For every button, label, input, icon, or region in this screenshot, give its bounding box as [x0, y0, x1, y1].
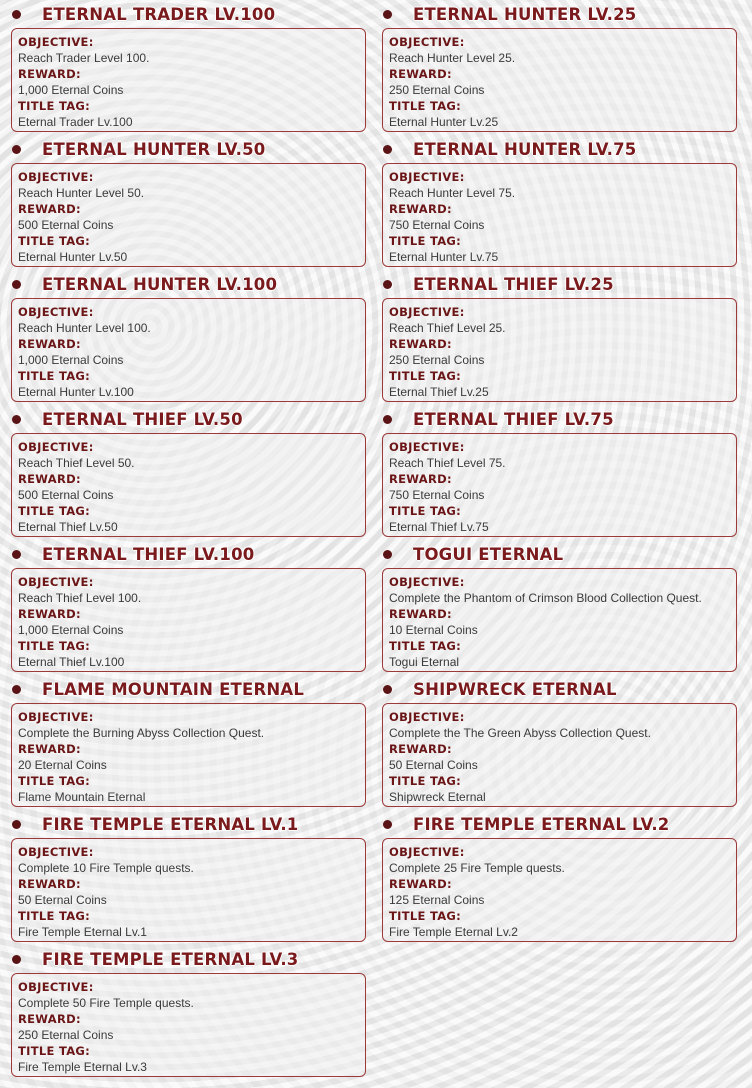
objective-label: OBJECTIVE:	[18, 980, 94, 994]
achievement-header	[383, 677, 617, 701]
reward-label: REWARD:	[389, 67, 452, 81]
objective-label: OBJECTIVE:	[18, 845, 94, 859]
objective-value: Complete 50 Fire Temple quests.	[18, 996, 194, 1010]
achievement-card	[0, 810, 371, 945]
achievement-title: FLAME MOUNTAIN ETERNAL	[42, 679, 305, 699]
achievement-details	[11, 163, 366, 267]
achievement-card	[0, 945, 371, 1080]
achievement-header	[383, 137, 636, 161]
title-tag-value: Eternal Trader Lv.100	[18, 115, 133, 129]
reward-label: REWARD:	[18, 472, 81, 486]
bullet-icon	[383, 280, 392, 289]
objective-value: Reach Thief Level 50.	[18, 456, 135, 470]
achievement-title: ETERNAL HUNTER LV.100	[42, 274, 278, 294]
reward-value: 20 Eternal Coins	[18, 758, 107, 772]
title-tag-value: Shipwreck Eternal	[389, 790, 486, 804]
title-tag-value: Fire Temple Eternal Lv.2	[389, 925, 518, 939]
objective-value: Reach Thief Level 75.	[389, 456, 506, 470]
title-tag-label: TITLE TAG:	[18, 504, 91, 518]
objective-value: Reach Trader Level 100.	[18, 51, 150, 65]
bullet-icon	[12, 145, 21, 154]
achievement-details	[11, 703, 366, 807]
title-tag-label: TITLE TAG:	[389, 504, 462, 518]
title-tag-label: TITLE TAG:	[18, 99, 91, 113]
reward-value: 1,000 Eternal Coins	[18, 353, 124, 367]
achievement-header	[383, 542, 563, 566]
achievement-details	[382, 568, 737, 672]
objective-value: Complete the Burning Abyss Collection Quest.	[18, 726, 265, 740]
achievement-card	[0, 540, 371, 675]
objective-label: OBJECTIVE:	[18, 710, 94, 724]
objective-value: Reach Hunter Level 75.	[389, 186, 516, 200]
achievement-header	[12, 947, 298, 971]
title-tag-label: TITLE TAG:	[389, 639, 462, 653]
objective-label: OBJECTIVE:	[389, 710, 465, 724]
objective-label: OBJECTIVE:	[389, 575, 465, 589]
objective-label: OBJECTIVE:	[18, 575, 94, 589]
title-tag-value: Eternal Hunter Lv.50	[18, 250, 128, 264]
achievement-title: ETERNAL THIEF LV.75	[413, 409, 614, 429]
achievement-details	[382, 433, 737, 537]
reward-label: REWARD:	[389, 472, 452, 486]
objective-label: OBJECTIVE:	[389, 305, 465, 319]
achievement-title: ETERNAL HUNTER LV.25	[413, 4, 637, 24]
achievement-details	[11, 28, 366, 132]
reward-label: REWARD:	[389, 742, 452, 756]
title-tag-label: TITLE TAG:	[18, 639, 91, 653]
reward-label: REWARD:	[18, 607, 81, 621]
bullet-icon	[12, 820, 21, 829]
bullet-icon	[12, 280, 21, 289]
reward-value: 1,000 Eternal Coins	[18, 83, 124, 97]
title-tag-value: Eternal Thief Lv.50	[18, 520, 118, 534]
bullet-icon	[383, 550, 392, 559]
achievement-card	[371, 270, 742, 405]
objective-label: OBJECTIVE:	[389, 35, 465, 49]
achievement-card	[0, 405, 371, 540]
title-tag-value: Togui Eternal	[389, 655, 460, 669]
reward-value: 1,000 Eternal Coins	[18, 623, 124, 637]
title-tag-label: TITLE TAG:	[389, 99, 462, 113]
achievement-header	[12, 272, 277, 296]
title-tag-label: TITLE TAG:	[18, 774, 91, 788]
achievement-title: ETERNAL THIEF LV.50	[42, 409, 243, 429]
achievement-details	[382, 163, 737, 267]
achievement-header	[12, 677, 304, 701]
bullet-icon	[12, 415, 21, 424]
achievement-header	[12, 2, 275, 26]
title-tag-label: TITLE TAG:	[389, 234, 462, 248]
objective-label: OBJECTIVE:	[18, 170, 94, 184]
reward-label: REWARD:	[389, 607, 452, 621]
reward-value: 125 Eternal Coins	[389, 893, 485, 907]
bullet-icon	[12, 685, 21, 694]
achievement-title: FIRE TEMPLE ETERNAL LV.1	[42, 814, 299, 834]
achievement-details	[382, 298, 737, 402]
title-tag-value: Eternal Hunter Lv.100	[18, 385, 134, 399]
objective-value: Complete the Phantom of Crimson Blood Collection Quest.	[389, 591, 702, 605]
reward-value: 50 Eternal Coins	[18, 893, 107, 907]
reward-label: REWARD:	[389, 202, 452, 216]
reward-value: 50 Eternal Coins	[389, 758, 478, 772]
achievement-title: TOGUI ETERNAL	[413, 544, 564, 564]
achievement-header	[383, 812, 669, 836]
achievement-details	[382, 838, 737, 942]
objective-label: OBJECTIVE:	[18, 440, 94, 454]
title-tag-label: TITLE TAG:	[18, 1044, 91, 1058]
bullet-icon	[383, 10, 392, 19]
objective-label: OBJECTIVE:	[389, 440, 465, 454]
achievement-details	[382, 28, 737, 132]
reward-label: REWARD:	[18, 337, 81, 351]
achievement-details	[11, 838, 366, 942]
reward-label: REWARD:	[18, 1012, 81, 1026]
achievement-header	[383, 272, 614, 296]
objective-value: Complete 10 Fire Temple quests.	[18, 861, 194, 875]
achievement-title: ETERNAL THIEF LV.25	[413, 274, 614, 294]
achievement-title: FIRE TEMPLE ETERNAL LV.2	[413, 814, 670, 834]
achievement-card	[371, 0, 742, 135]
achievement-header	[12, 542, 254, 566]
achievement-card	[0, 0, 371, 135]
title-tag-label: TITLE TAG:	[389, 774, 462, 788]
reward-value: 750 Eternal Coins	[389, 218, 485, 232]
achievement-card	[371, 405, 742, 540]
title-tag-value: Eternal Thief Lv.100	[18, 655, 125, 669]
achievement-details	[11, 433, 366, 537]
achievement-card	[0, 270, 371, 405]
objective-label: OBJECTIVE:	[389, 845, 465, 859]
achievement-card	[0, 135, 371, 270]
achievement-title: ETERNAL HUNTER LV.75	[413, 139, 637, 159]
achievement-card	[371, 675, 742, 810]
reward-value: 250 Eternal Coins	[389, 83, 485, 97]
achievement-details	[11, 973, 366, 1077]
objective-value: Reach Hunter Level 50.	[18, 186, 145, 200]
achievement-card	[371, 810, 742, 945]
bullet-icon	[383, 145, 392, 154]
achievement-header	[12, 137, 265, 161]
achievement-title: FIRE TEMPLE ETERNAL LV.3	[42, 949, 299, 969]
achievement-header	[383, 407, 614, 431]
reward-label: REWARD:	[18, 742, 81, 756]
achievement-details	[382, 703, 737, 807]
title-tag-value: Fire Temple Eternal Lv.3	[18, 1060, 147, 1074]
reward-value: 250 Eternal Coins	[18, 1028, 114, 1042]
reward-value: 250 Eternal Coins	[389, 353, 485, 367]
title-tag-value: Fire Temple Eternal Lv.1	[18, 925, 147, 939]
reward-value: 10 Eternal Coins	[389, 623, 478, 637]
objective-value: Complete 25 Fire Temple quests.	[389, 861, 565, 875]
reward-value: 750 Eternal Coins	[389, 488, 485, 502]
title-tag-label: TITLE TAG:	[18, 909, 91, 923]
bullet-icon	[383, 415, 392, 424]
achievement-title: ETERNAL THIEF LV.100	[42, 544, 255, 564]
title-tag-label: TITLE TAG:	[389, 369, 462, 383]
objective-value: Complete the The Green Abyss Collection Quest.	[389, 726, 651, 740]
title-tag-label: TITLE TAG:	[18, 369, 91, 383]
objective-value: Reach Thief Level 25.	[389, 321, 506, 335]
achievement-card	[371, 135, 742, 270]
reward-label: REWARD:	[18, 67, 81, 81]
reward-value: 500 Eternal Coins	[18, 218, 114, 232]
reward-label: REWARD:	[18, 202, 81, 216]
achievement-title: SHIPWRECK ETERNAL	[413, 679, 617, 699]
achievement-card	[371, 540, 742, 675]
bullet-icon	[12, 955, 21, 964]
title-tag-value: Eternal Hunter Lv.75	[389, 250, 499, 264]
bullet-icon	[383, 685, 392, 694]
reward-label: REWARD:	[389, 337, 452, 351]
achievement-details	[11, 568, 366, 672]
title-tag-label: TITLE TAG:	[389, 909, 462, 923]
achievement-header	[12, 407, 243, 431]
objective-value: Reach Hunter Level 25.	[389, 51, 516, 65]
reward-label: REWARD:	[389, 877, 452, 891]
achievement-title: ETERNAL TRADER LV.100	[42, 4, 276, 24]
bullet-icon	[12, 550, 21, 559]
achievement-details	[11, 298, 366, 402]
achievement-title: ETERNAL HUNTER LV.50	[42, 139, 266, 159]
achievement-header	[383, 2, 636, 26]
bullet-icon	[383, 820, 392, 829]
reward-value: 500 Eternal Coins	[18, 488, 114, 502]
title-tag-value: Eternal Thief Lv.25	[389, 385, 489, 399]
title-tag-value: Eternal Hunter Lv.25	[389, 115, 499, 129]
objective-label: OBJECTIVE:	[18, 35, 94, 49]
title-tag-value: Eternal Thief Lv.75	[389, 520, 489, 534]
bullet-icon	[12, 10, 21, 19]
objective-label: OBJECTIVE:	[389, 170, 465, 184]
achievement-card	[0, 675, 371, 810]
objective-value: Reach Hunter Level 100.	[18, 321, 151, 335]
achievement-header	[12, 812, 298, 836]
reward-label: REWARD:	[18, 877, 81, 891]
objective-value: Reach Thief Level 100.	[18, 591, 142, 605]
title-tag-label: TITLE TAG:	[18, 234, 91, 248]
title-tag-value: Flame Mountain Eternal	[18, 790, 146, 804]
objective-label: OBJECTIVE:	[18, 305, 94, 319]
